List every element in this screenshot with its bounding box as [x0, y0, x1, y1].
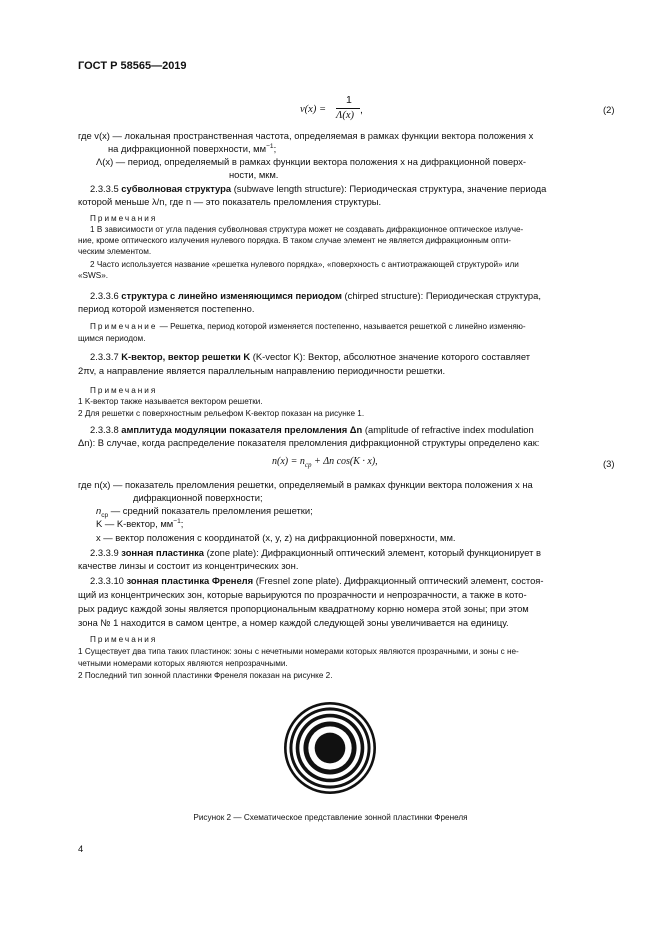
section-2335-line-2: которой меньше λ/n, где n — это показатель преломления структуры. — [78, 196, 382, 207]
where3-line-4-sup: −1 — [173, 517, 181, 525]
zone-ring — [315, 733, 346, 764]
notes1-line-5: «SWS». — [78, 271, 109, 280]
notes3-line-1: 1 K-вектор также называется вектором решетки. — [78, 397, 263, 406]
where2-line-2 — [108, 143, 276, 155]
formula-2-number: (2) — [603, 104, 615, 115]
where2-line-2-sup: −1 — [266, 142, 274, 150]
note2-line-2: щимся периодом. — [78, 334, 146, 343]
notes3-heading: Примечания — [90, 386, 158, 395]
formula-3-number: (3) — [603, 458, 615, 469]
where3-line-2: дифракционной поверхности; — [133, 492, 263, 503]
section-2336-line-2: период которой изменяется постепенно. — [78, 303, 255, 314]
document-header: ГОСТ Р 58565—2019 — [78, 60, 187, 72]
section-2339-text: (zone plate): Дифракционный оптический элемент, который функционирует в — [206, 547, 541, 558]
section-2336-term: структура с линейно изменяющимся периодом — [121, 290, 342, 301]
notes3-line-2: 2 Для решетки с поверхностным рельефом K-вектор показан на рисунке 1. — [78, 409, 365, 418]
where2-line-2-text: на дифракционной поверхности, мм — [108, 143, 267, 154]
notes1-line-4: 2 Часто используется название «решетка нулевого порядка», «поверхность с антиотражающей структурой» или — [90, 260, 519, 269]
where3-line-5: x — вектор положения с координатой (x, y, z) на дифракционной поверхности, мм. — [96, 532, 456, 543]
where2-line-1: где v(x) — локальная пространственная частота, определяемая в рамках функции вектора положения x — [78, 130, 534, 141]
section-2338-line-1 — [90, 424, 534, 436]
section-2339-line-1 — [90, 547, 541, 559]
fresnel-zone-plate-figure — [284, 702, 376, 794]
where3-line-1: где n(x) — показатель преломления решетки, определяемый в рамках функции вектора положения x на — [78, 479, 533, 490]
section-2338-number: 2.3.3.8 — [90, 424, 119, 435]
where2-line-4: ности, мкм. — [229, 169, 279, 180]
section-2336-text: (chirped structure): Периодическая структура, — [344, 290, 541, 301]
formula-3-sub: ср — [304, 461, 312, 469]
fraction-bar — [336, 108, 360, 109]
section-2339-term: зонная пластинка — [121, 547, 205, 558]
page-number: 4 — [78, 843, 84, 854]
formula-2-numerator: 1 — [346, 94, 352, 106]
note2-text: — Решетка, период которой изменяется постепенно, называется решеткой с линейно изменяю- — [159, 322, 526, 331]
where3-line-4 — [96, 518, 183, 530]
section-2337-number: 2.3.3.7 — [90, 351, 119, 362]
section-2338-line-2: Δn): В случае, когда распределение показателя преломления дифракционной структуры определено как: — [78, 437, 540, 448]
where3-line-4-text: K — K-вектор, мм — [96, 518, 174, 529]
where2-line-3: Λ(x) — период, определяемый в рамках функции вектора положения x на дифракционной поверх- — [96, 156, 527, 167]
formula-3-rest: + Δn cos(K · x), — [311, 456, 378, 467]
section-23310-line-1 — [90, 575, 544, 587]
figure-2-caption: Рисунок 2 — Схематическое представление зонной пластинки Френеля — [193, 813, 468, 822]
notes4-heading: Примечания — [90, 635, 158, 644]
section-2335-term: субволновая структура — [121, 183, 232, 194]
section-2338-text: (amplitude of refractive index modulation — [364, 424, 534, 435]
section-2336-number: 2.3.3.6 — [90, 290, 119, 301]
section-23310-line-3: рых радиус каждой зоны является пропорциональным квадратному корню номера этой зоны; при этом — [78, 603, 529, 614]
section-23310-text: (Fresnel zone plate). Дифракционный оптический элемент, состоя- — [255, 575, 544, 586]
section-23310-line-2: щий из концентрических зон, которые варьируются по прозрачности и непрозрачности, а также в кото- — [78, 589, 527, 600]
section-23310-line-4: зона № 1 находится в самом центре, а номер каждой следующей зоны увеличивается на единицу. — [78, 617, 509, 628]
section-2338-term: амплитуда модуляции показателя преломления Δn — [121, 424, 363, 435]
notes1-line-1: 1 В зависимости от угла падения субволновая структура может не создавать дифракционное оптическое излуче- — [90, 225, 524, 234]
section-2335-line-1 — [90, 183, 546, 195]
section-2335-number: 2.3.3.5 — [90, 183, 119, 194]
notes4-line-1: 1 Существует два типа таких пластинок: зоны с нечетными номерами которых являются прозрачными, и зоны с не- — [78, 647, 519, 656]
where3-line-3-text: — средний показатель преломления решетки; — [108, 505, 313, 516]
where3-n-symbol: n — [96, 505, 102, 516]
formula-2-comma: , — [360, 104, 363, 116]
note2-heading: Примечание — [90, 322, 158, 331]
where3-n-sub: ср — [101, 511, 109, 519]
notes4-line-2: четными номерами которых являются непрозрачными. — [78, 659, 288, 668]
notes1-line-3: ческим элементом. — [78, 247, 152, 256]
section-2337-text: (K-vector K): Вектор, абсолютное значение которого составляет — [252, 351, 531, 362]
section-2337-term: K-вектор, вектор решетки K — [121, 351, 251, 362]
where3-line-4-end: ; — [180, 518, 184, 529]
where3-line-3 — [96, 505, 313, 517]
section-2339-number: 2.3.3.9 — [90, 547, 119, 558]
section-23310-term: зонная пластинка Френеля — [126, 575, 254, 586]
section-2336-line-1 — [90, 290, 541, 302]
section-2337-line-2: 2πv, а направление является параллельным направлению периодичности решетки. — [78, 365, 446, 376]
section-2335-text: (subwave length structure): Периодическая структура, значение периода — [233, 183, 547, 194]
section-2337-line-1 — [90, 351, 530, 363]
notes1-line-2: ние, кроме оптического излучения нулевого порядка. В таком случае элемент не является дифракционным опти- — [78, 236, 512, 245]
section-2339-line-2: качестве линзы и состоит из концентрических зон. — [78, 560, 299, 571]
note2-line-1 — [90, 321, 526, 332]
formula-3-lhs: n(x) = n — [272, 456, 305, 467]
formula-2-denominator: Λ(x) — [336, 110, 354, 121]
section-23310-number: 2.3.3.10 — [90, 575, 124, 586]
notes4-line-3: 2 Последний тип зонной пластинки Френеля показан на рисунке 2. — [78, 671, 333, 680]
formula-2-lhs: v(x) = — [300, 104, 327, 115]
notes1-heading: Примечания — [90, 214, 158, 223]
where2-line-2-end: ; — [273, 143, 277, 154]
formula-3 — [272, 456, 378, 468]
